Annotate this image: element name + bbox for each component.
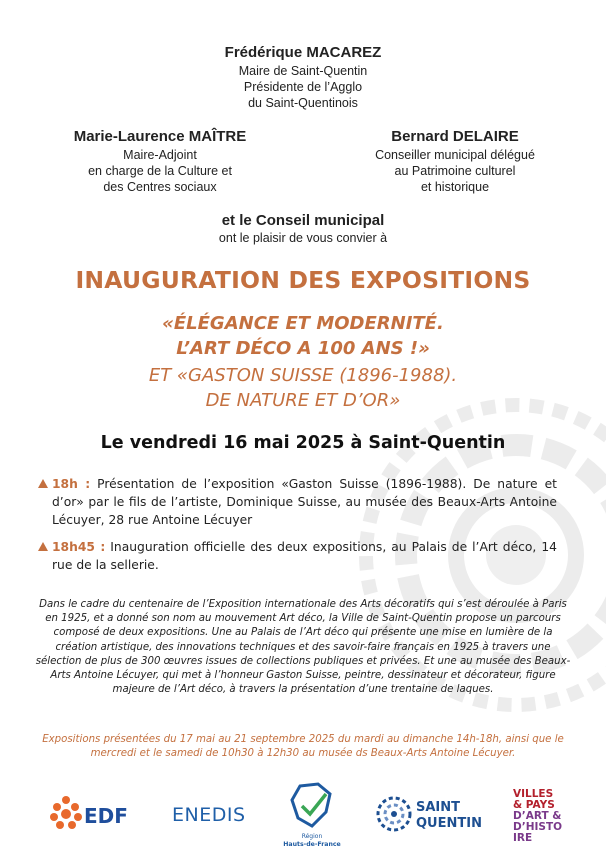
- program-text: Inauguration officielle des deux expositions, au Palais de l’Art déco, 14 rue de la sellerie.: [52, 540, 557, 572]
- council-invitation: [0, 212, 606, 246]
- exhibition-1-line-1: «ÉLÉGANCE ET MODERNITÉ.: [162, 313, 444, 334]
- host-councillor-role-1: Conseiller municipal délégué: [375, 148, 535, 162]
- triangle-bullet-icon: [38, 542, 48, 551]
- vpah-line-5: IRE: [513, 832, 533, 844]
- exhibition-description: Dans le cadre du centenaire de l’Exposition internationale des Arts décoratifs qui s’est déroulée à Paris en 1925, et a donné son nom au mouvement Art déco, la Ville de Saint-Quentin propose un parcours composé de deux expositions. Une au Palais de l’Art déco qui présente une mise en lumière de la création artistique, des innovations techniques et des savoir-faire français en 1925 à travers une sélection de plus de 300 œuvres issues de collections publiques et privées. Et une au musée des Beaux-Arts Antoine Lécuyer, qui met à l’honneur Gaston Suisse, peintre, dessinateur et décorateur, figure majeure de l’Art déco, à travers la présentation d’une trentaine de laques.: [35, 599, 571, 696]
- region-logo-line-2: Hauts-de-France: [283, 841, 341, 848]
- host-councillor-name: Bernard DELAIRE: [391, 128, 519, 145]
- host-mayor-role-1: Maire de Saint-Quentin: [238, 64, 368, 78]
- exhibition-1-title: [0, 311, 606, 361]
- exhibition-1-line-2: L’ART DÉCO A 100 ANS !»: [176, 338, 430, 359]
- host-mayor-role-3: du Saint-Quentinois: [248, 96, 358, 110]
- program-text: Présentation de l’exposition «Gaston Suisse (1896-1988). De nature et d’or» par le fils de l’artiste, Dominique Suisse, au musée des Beaux-Arts Antoine Lécuyer, 28 rue Antoine Lécuyer: [52, 477, 557, 527]
- host-deputy-role-1: Maire-Adjoint: [123, 148, 197, 162]
- enedis-logo-text: ENEDIS: [172, 804, 246, 826]
- region-logo-line-1: Région: [301, 833, 323, 840]
- host-councillor-role-2: au Patrimoine culturel: [394, 164, 516, 178]
- council-name: et le Conseil municipal: [221, 212, 385, 229]
- council-invite-line: ont le plaisir de vous convier à: [218, 231, 388, 245]
- exhibition-2-title: [0, 363, 606, 413]
- vpah-line-1: VILLES: [513, 788, 554, 800]
- exhibition-2-line-2: DE NATURE ET D’OR»: [205, 390, 401, 411]
- saint-quentin-logo: [374, 792, 492, 836]
- host-mayor: [0, 44, 606, 111]
- edf-logo-text: EDF: [84, 804, 128, 828]
- host-mayor-role-2: Présidente de l’Agglo: [243, 80, 363, 94]
- host-councillor-role-3: et historique: [420, 180, 490, 194]
- region-hauts-de-france-logo: [282, 782, 342, 850]
- exhibition-dates-info: Expositions présentées du 17 mai au 21 septembre 2025 du mardi au dimanche 14h-18h, ainsi que le mercredi et le samedi de 10h30 à 12h30 au musée ds Beaux-Arts Antoine Lécuyer.: [42, 734, 564, 760]
- program-time: 18h45 :: [52, 540, 106, 554]
- program-time: 18h :: [52, 477, 91, 491]
- host-deputy-role-2: en charge de la Culture et: [88, 164, 232, 178]
- edf-logo: [48, 792, 148, 834]
- vpah-line-4: D’HISTO: [513, 821, 563, 833]
- enedis-logo: [170, 800, 260, 828]
- host-councillor: [330, 128, 580, 195]
- exhibition-2-line-1: ET «GASTON SUISSE (1896-1988).: [148, 365, 458, 386]
- sq-logo-line-2: QUENTIN: [416, 816, 482, 831]
- event-date: Le vendredi 16 mai 2025 à Saint-Quentin: [100, 433, 506, 453]
- villes-pays-art-histoire-logo: [512, 786, 566, 844]
- host-mayor-name: Frédérique MACAREZ: [224, 44, 382, 61]
- host-deputy-name: Marie-Laurence MAÎTRE: [73, 128, 247, 145]
- triangle-bullet-icon: [38, 479, 48, 488]
- host-deputy-role-3: des Centres sociaux: [103, 180, 217, 194]
- sq-logo-line-1: SAINT: [416, 800, 461, 815]
- host-deputy: [40, 128, 280, 195]
- program-item: [52, 538, 557, 574]
- event-title: INAUGURATION DES EXPOSITIONS: [75, 266, 531, 294]
- program-item: [52, 475, 557, 529]
- vpah-line-2: & PAYS: [513, 799, 555, 811]
- vpah-line-3: D’ART &: [513, 810, 562, 822]
